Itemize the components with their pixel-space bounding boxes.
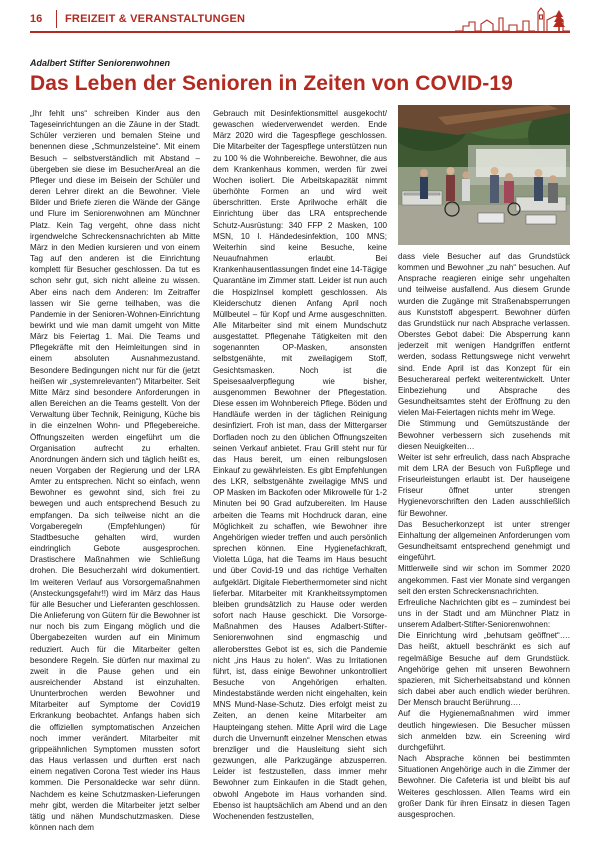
page-header xyxy=(0,0,598,40)
article-column-1 xyxy=(30,108,200,833)
garden-visitors-image xyxy=(398,105,570,245)
garden-visitors-photo xyxy=(398,105,570,245)
paragraph: Die Einrichtung wird „behutsam geöffnet“…. Das heißt, aktuell beschränkt es sich auf regelmäßige Besuche auf dem Grundstück. Angehörige gehen mit unseren Bewohnern spazieren, mit Sicherheitsabstand und können sich dabei aber auch endlich wieder berühren. Der Mensch braucht Berührung…. xyxy=(398,631,570,708)
article-kicker: Adalbert Stifter Seniorenwohnen xyxy=(30,58,171,68)
skyline-logo-icon xyxy=(455,6,570,32)
paragraph: Nach Absprache können bei bestimmten Situationen Angehörige auch in die Zimmer der Bewohner. Die Cafeteria ist und bleibt bis auf Weiteres geschlossen. Allen Teams wird ein großer Dank für ihren Einsatz in diesen Tagen ausgesprochen. xyxy=(398,754,570,819)
article-headline: Das Leben der Senioren in Zeiten von COVID-19 xyxy=(30,72,513,95)
paragraph: Mittlerweile sind wir schon im Sommer 2020 angekommen. Fast vier Monate sind vergangen seit den ersten Schreckensnachrichten. xyxy=(398,564,570,596)
section-title: FREIZEIT & VERANSTALTUNGEN xyxy=(65,13,246,25)
article-column-2 xyxy=(213,108,387,822)
article-column-3 xyxy=(398,251,570,820)
paragraph: Die Stimmung und Gemütszustände der Bewohner verbessern sich zusehends mit diesen Neuigkeiten… xyxy=(398,419,570,451)
paragraph: Das Besucherkonzept ist unter strenger Einhaltung der allgemeinen Anforderungen vom Gesundheitsamt entsprechend genehmigt und eingeführt. xyxy=(398,519,570,563)
paragraph: Weiter ist sehr erfreulich, dass nach Absprache mit dem LRA der Besuch von Fußpflege und Friseurleistungen erlaubt ist. Der hauseigene Friseur öffnet unter strengen Hygienevorschriften den Laden ausschließlich für Bewohner. xyxy=(398,452,570,518)
page-number: 16 xyxy=(30,13,43,25)
header-divider xyxy=(56,10,57,28)
paragraph: Erfreuliche Nachrichten gibt es – zumindest bei uns in der Stadt und am Münchner Platz in unserem Adalbert-Stifter-Seniorenwohnen: xyxy=(398,597,570,630)
paragraph: Auf die Hygienemaßnahmen wird immer deutlich hingewiesen. Die Besucher müssen sich anmelden bzw. ein Screening wird durchgeführt. xyxy=(398,709,570,752)
paragraph: „Ihr fehlt uns“ schreiben Kinder aus den Tageseinrichtungen an die Zäune in der Stadt. Schüler verzieren und bemalen Steine und benennen diese „Schmunzelsteine“. Mit einem Besuch – selbstverständlich mit Abstand – übergeben sie diese im BesucherAreal an die Pfleger und diese im Beisein der Schüler und deren Lehrer direkt an die Bewohner. Viele Bilder und Briefe zieren die Wände der Gänge und Flure im Seniorenwohnen am Münchner Platz. Kein Tag vergeht, ohne dass nicht irgendwelche Schreckensnachrichten ab Mitte März in den Medien kursieren und von einem Tag auf den anderen ist die Einrichtung komplett für Besucher geschlossen. Da tut es schon sehr gut, sich nicht alleine zu wissen. Aber eins nach dem Anderen: Im Zeitraffer lassen wir Sie gerne teilhaben, was die Pandemie in der Senioren-Wohnen-Einrichtung bewirkt und wie man damit umgeht von Mitte März bis Feiertag 1. Mai. Die Teams und Pflegekräfte mit den Heimleitungen sind in einem absoluten Ausnahmezustand. Besondere Bedingungen nicht nur für die (jetzt heißen wir „systemrelevanten“) Mitarbeiter. Seit Mitte März sind besondere Anforderungen in allen Bereichen an die Teams gestellt. Von der Verwaltung über Technik, Reinigung, Küche bis in die einzelnen Wohn- und Pflegebereiche. Öffnungszeiten werden eingeführt um die Organisation aufrecht zu erhalten. Anordnungen ändern sich und täglich heißt es, neuen Vorgaben der Regierung und der LRA Amter zu entsprechen. Nicht so einfach, wenn Bewohner es gewohnt sind, sich frei zu bewegen und auch entsprechend Besuch zu empfangen. Da sich teilweise nicht an die Vorgaberegeln (Empfehlungen) für Stadtbesuche gehalten wird, wurden eindringlich Gebote ausgesprochen. Drastischere Maßnahmen wie Schließung drohen. Die Besucherzahl wird dokumentiert. Im weiteren Verlauf aus Vorsorgemaßnahmen (Ansteckungsgefahr!!) wird im März das Haus für alle Besucher und Lieferanten geschlossen. Die Anlieferung von Gütern für die Bewohner ist nur noch bis zum Eingang möglich und die Übergabezeiten wurden auf ein Minimum reduziert. Auch für die Mitarbeiter gelten besondere Regeln. Sie dürfen nur maximal zu zweit in die Pause gehen und ein ausreichender Abstand ist einzuhalten. Ununterbrochen werden Bewohner und Mitarbeiter auf Symptome der Covid19 Erkrankung beobachtet. Anfangs haben sich die offiziellen symptomatischen Anzeichen noch immer verändert. Mitarbeiter mit grippeähnlichen Symptomen mussten sofort das Haus verlassen und durften erst nach einem negativen Corona Test wieder ins Haus kommen. Die Personaldecke war sehr dünn. Nachdem es keine Schutzmasken-Lieferungen mehr gibt, werden die Mitarbeiter jetzt selber tätig und nähen Mundschutzmasken. Diese können nach dem xyxy=(30,109,200,832)
paragraph: Gebrauch mit Desinfektionsmittel ausgekocht/ gewaschen wiederverwendet werden. Ende März 2020 wird die Tagespflege geschlossen. Die Mitarbeiter der Tagespflege unterstützen nun zu 100 % die Wohnbereiche. Bewohner, die aus dem Krankenhaus kommen, werden für zwei Wochen isoliert. Die Arbeitskapazität nimmt überhöhte Formen an und wird weit überschritten. Erste Aprilwoche erhält die Einrichtung über das LRA entsprechende Schutz-Ausrüstung: 340 FFP 2 Masken, 100 MSN, 10 l. Händedesinfektion, 100 MNS; Weiterhin sind keine Besuche, keine Neuaufnahmen erlaubt. Bei Krankenhausentlassungen findet eine 14-Tägige Quarantäne im Zimmer statt. Leider ist nun auch die HospizInsel komplett geschlossen. Als Kleiderschutz dienen Anfang April noch Müllbeutel – für Kopf und Arme ausgeschnitten. Alle Mitarbeiter sind mit einem Mundschutz ausgestattet. Pflegenahe Tätigkeiten mit den sogenannten OP-Masken, ansonsten selbstgenähte, mit zweilagigem Stoff, Gesichtsmasken. Noch ist die Speisesaalverpflegung wie bisher, ausgenommen Bewohner der Pflegestation. Diese essen im Wohnbereich Pflege. Böden und Handläufe werden in der täglichen Reinigung desinfiziert. Froh ist man, dass der Mittergarser Dorfladen noch zu den üblichen Öffnungszeiten seinen Verkauf anbietet. Frau Grill steht nur für das Haus bereit, um einen reibungslosen Einkauf zu gewährleisten. Es gibt Empfehlungen des LKR, selbstgenähte zweilagige MNS und OP Masken im Backofen oder Mikrowelle für 1-2 Minuten bei 90 Grad aufzubereiten. Im Hause arbeiten die Teams mit Hochdruck daran, eine Möglichkeit zu schaffen, wie Bewohner ihre Angehörigen wieder treffen und auch persönlich sprechen können. Eine Hygienefachkraft, Violetta Lüga, hat die Teams im Haus besucht und über Covid-19 und das richtige Verhalten aufgeklärt. Digitale Fieberthermometer sind nicht lieferbar. Mitarbeiter mit Krankheitssymptomen bleiben grundsätzlich zu Hause oder werden sofort nach Hause geschickt. Die Vorsorge-Maßnahmen des Hauses Adalbert-Stifter-Seniorenwohnen sind engmaschig und allerobersttes Gebot ist es, sich die Pandemie nicht „ins Haus zu holen“. Was zu Irritationen führt, ist, dass einige Bewohner unkontrolliert Besuche von Angehörigen erhalten. Mindestabstände werden nicht eingehalten, kein MNS Mund-Nase-Schutz. Dies erfolgt meist zu Zeiten, an denen keine Mitarbeiter am Haupteingang stehen. Mitte April wird die Lage durch die Unvernunft einzelner Menschen etwas brenzliger und die Hausleitung sieht sich gezwungen, alle Parkzugänge abzusperren. Leider ist festzustellen, dass immer mehr Bewohner zum Einkaufen in die Stadt gehen, obwohl Angebote im Haus vorhanden sind. Ebenso ist hauptsächlich am Abend und an den Wochenenden festzustellen, xyxy=(213,109,387,821)
paragraph: dass viele Besucher auf das Grundstück kommen und Bewohner „zu nah“ besuchen. Auf Ansprache reagieren einige sehr ungehalten und teilweise ausfallend. Aus diesem Grunde wurden die Zugänge mit Straßenabsperrungen aus Kunststoff abgesperrt. Bewohner dürfen das Grundstück nur nach Absprache verlassen. Oberstes Gebot dabei: Die Absperrung kann jederzeit mit wenigen Handgriffen entfernt werden, sodass Rettungswege nicht verwehrt sind. Ende April ist das Konzept für ein Besucherareal perfekt weiterentwickelt. Unter Einbeziehung und Absprache des Gesundheitsamtes steht der Eröffnung zu den vielen Mai-Feiertagen nichts mehr im Wege. xyxy=(398,252,570,418)
